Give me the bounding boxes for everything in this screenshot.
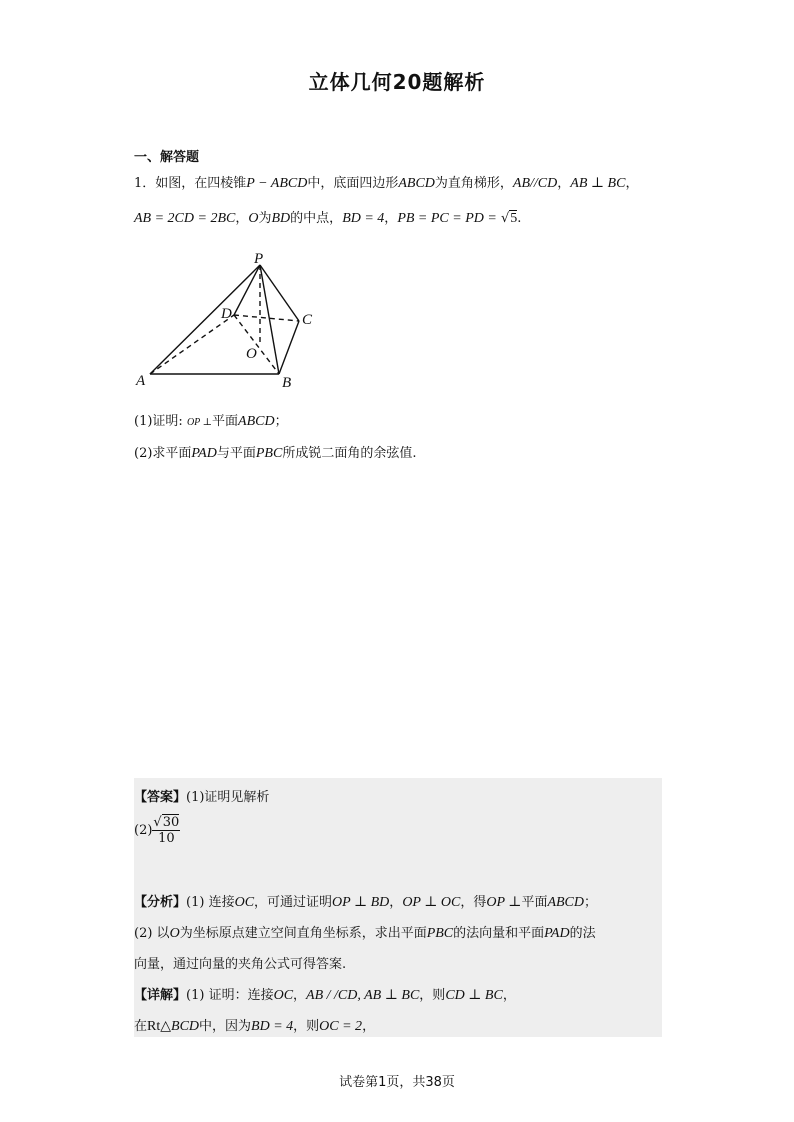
text: 在 <box>134 1019 148 1034</box>
text: 为直角梯形， <box>434 176 513 191</box>
text: 的法 <box>569 926 596 941</box>
text: 1．如图，在四棱锥 <box>134 176 247 191</box>
edge-ad <box>150 315 234 374</box>
math-perp: AB ⊥ BC <box>570 176 626 191</box>
text: (1) 证明：连接 <box>186 988 274 1003</box>
text: ； <box>584 895 598 910</box>
text: . <box>517 211 522 226</box>
analysis-line-1 <box>134 891 597 911</box>
fraction-denominator: 10 <box>158 831 175 846</box>
detail-line-1 <box>134 984 516 1004</box>
text: 的法向量和平面 <box>453 926 545 941</box>
math-bd: BD <box>271 211 291 226</box>
text: ， <box>384 211 398 226</box>
label-d: D <box>221 306 232 322</box>
detail-label: 【详解】 <box>134 988 187 1003</box>
text: ， <box>625 176 639 191</box>
math-abcd: ABCD <box>547 895 585 910</box>
answer-part-1: (1)证明见解析 <box>186 790 270 805</box>
analysis-line-3: 向量，通过向量的夹角公式可得答案. <box>134 957 347 972</box>
math-oc: OC <box>273 988 294 1003</box>
math-base: ABCD <box>398 176 435 191</box>
edge-db <box>234 315 279 374</box>
label-o: O <box>246 346 257 362</box>
problem-line-2 <box>134 207 521 227</box>
page-title: 立体几何20题解析 <box>308 70 486 94</box>
fraction-numerator: 30 <box>162 815 180 830</box>
label-c: C <box>302 312 313 328</box>
radicand: 5 <box>510 211 518 226</box>
label-p: P <box>254 251 264 267</box>
math-pbc: PBC <box>255 446 283 461</box>
answer-label: 【答案】 <box>134 790 187 805</box>
text: ， <box>389 895 403 910</box>
text: (2) 以 <box>134 926 170 941</box>
math-bd4: BD = 4 <box>251 1019 294 1034</box>
edge-pb <box>260 265 279 374</box>
math-op-bd: OP ⊥ BD <box>332 895 390 910</box>
answer-line-2 <box>134 815 180 846</box>
math-bcd: BCD <box>171 1019 200 1034</box>
math-eq1: AB = 2CD = 2BC <box>134 211 236 226</box>
answer-line-1 <box>134 786 269 805</box>
text: ，可通过证明 <box>254 895 333 910</box>
text: 为坐标原点建立空间直角坐标系，求出平面 <box>179 926 427 941</box>
detail-line-2 <box>134 1015 375 1035</box>
text: 为 <box>258 211 272 226</box>
text: ， <box>362 1019 376 1034</box>
math-o: O <box>169 926 180 941</box>
math-eq2: PB = PC = PD = <box>397 211 497 226</box>
text: (1) 连接 <box>186 895 235 910</box>
math-bd4: BD = 4 <box>342 211 385 226</box>
text: 中，因为 <box>199 1019 252 1034</box>
math-op-oc: OP ⊥ OC <box>402 895 461 910</box>
label-a: A <box>136 373 146 389</box>
edge-pd <box>234 265 260 315</box>
problem-line-1 <box>134 172 638 192</box>
math-plane: ABCD <box>238 414 275 429</box>
math-pbc: PBC <box>426 926 454 941</box>
math-oc2: OC = 2 <box>319 1019 363 1034</box>
math-oc: OC <box>234 895 255 910</box>
text: ，则 <box>419 988 446 1003</box>
text: 中，底面四边形 <box>307 176 399 191</box>
text: 的中点， <box>290 211 343 226</box>
math-parallel: AB//CD <box>512 176 558 191</box>
text: (1)证明: <box>134 414 183 429</box>
section-heading: 一、解答题 <box>134 150 200 165</box>
edge-bc <box>279 321 299 374</box>
text: ， <box>293 988 307 1003</box>
pyramid-figure <box>130 245 330 395</box>
math-pyramid: P − ABCD <box>246 176 308 191</box>
math-cd-bc: CD ⊥ BC <box>445 988 503 1003</box>
edge-dc <box>234 315 299 321</box>
analysis-line-2 <box>134 922 596 942</box>
text: 所成锐二面角的余弦值. <box>282 446 417 461</box>
math-pad: PAD <box>544 926 570 941</box>
text: 平面 <box>212 414 239 429</box>
math-o: O <box>248 211 259 226</box>
edge-pc <box>260 265 299 321</box>
text: ， <box>235 211 249 226</box>
math-relations: AB / /CD, AB ⊥ BC <box>306 988 420 1003</box>
text: ，得 <box>460 895 487 910</box>
text: ； <box>274 414 288 429</box>
page-footer: 试卷第1页，共38页 <box>339 1075 455 1090</box>
question-1 <box>134 410 288 430</box>
text: 平面 <box>521 895 548 910</box>
question-2 <box>134 442 416 462</box>
text: ，则 <box>293 1019 320 1034</box>
sqrt-5: √5 <box>500 211 518 226</box>
math-pad: PAD <box>191 446 217 461</box>
text: 与平面 <box>216 446 256 461</box>
label-b: B <box>282 375 292 391</box>
edge-pa <box>150 265 260 374</box>
answer-part-2-prefix: (2) <box>134 823 153 838</box>
math-op: OP ⊥ <box>486 895 522 910</box>
math-rt: Rt△ <box>147 1019 172 1034</box>
text: (2)求平面 <box>134 446 192 461</box>
math-op: OP ⊥ <box>186 417 212 428</box>
text: ， <box>502 988 516 1003</box>
analysis-label: 【分析】 <box>134 895 187 910</box>
text: ， <box>557 176 571 191</box>
answer-fraction: $\frac{√30}{10}$ <box>153 815 180 846</box>
